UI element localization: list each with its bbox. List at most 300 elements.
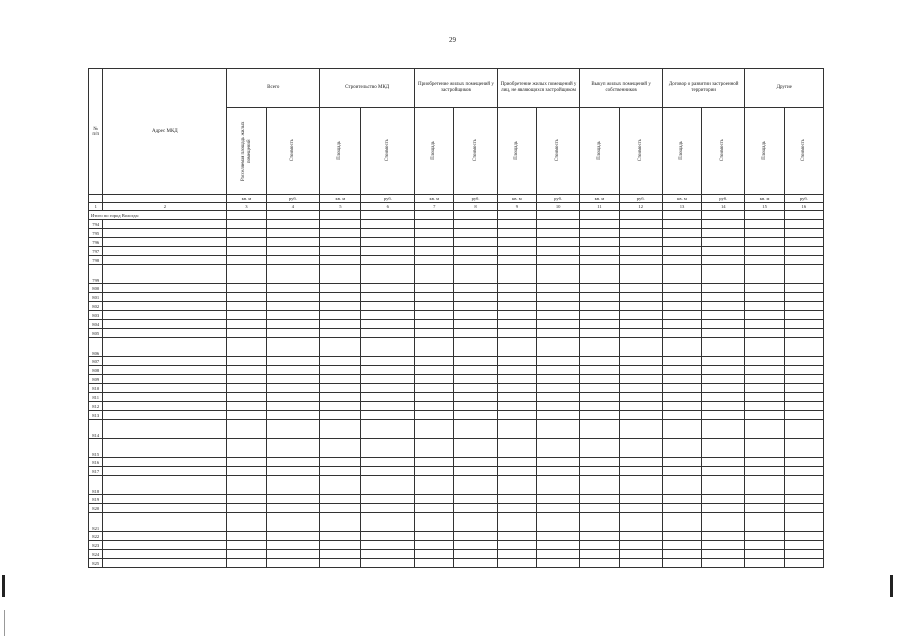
row-value-cell: [580, 320, 619, 329]
row-value-cell: [662, 411, 701, 420]
row-value-cell: [580, 476, 619, 495]
row-value-cell: [497, 420, 536, 439]
row-value-cell: [619, 220, 662, 229]
row-value-cell: [266, 375, 320, 384]
row-number: 795: [89, 229, 103, 238]
column-number: 10: [536, 203, 579, 211]
row-value-cell: [361, 366, 415, 375]
header-address: Адрес МКД: [103, 69, 227, 195]
row-value-cell: [784, 504, 823, 513]
row-value-cell: [619, 513, 662, 532]
row-value-cell: [361, 320, 415, 329]
header-sub: Стоимость: [361, 108, 415, 195]
header-group: Выкуп жилых помещений у собственников: [580, 69, 663, 108]
row-value-cell: [227, 458, 266, 467]
row-number: 822: [89, 532, 103, 541]
row-value-cell: [784, 247, 823, 256]
row-value-cell: [619, 550, 662, 559]
row-value-cell: [745, 504, 784, 513]
unit-cell: кв. м: [320, 195, 361, 203]
row-value-cell: [320, 329, 361, 338]
row-value-cell: [361, 247, 415, 256]
row-value-cell: [536, 559, 579, 568]
row-address: [103, 220, 227, 229]
row-value-cell: [415, 476, 454, 495]
row-value-cell: [454, 284, 497, 293]
row-value-cell: [497, 384, 536, 393]
row-value-cell: [361, 411, 415, 420]
unit-cell: кв. м: [415, 195, 454, 203]
row-value-cell: [227, 476, 266, 495]
row-value-cell: [536, 302, 579, 311]
row-value-cell: [266, 458, 320, 467]
row-value-cell: [320, 411, 361, 420]
row-value-cell: [619, 402, 662, 411]
row-value-cell: [745, 238, 784, 247]
row-value-cell: [415, 293, 454, 302]
row-value-cell: [619, 366, 662, 375]
row-value-cell: [227, 467, 266, 476]
table-row: [89, 366, 824, 375]
row-value-cell: [227, 220, 266, 229]
unit-cell: руб.: [619, 195, 662, 203]
row-value-cell: [662, 439, 701, 458]
row-value-cell: [227, 238, 266, 247]
row-value-cell: [497, 302, 536, 311]
row-number: 800: [89, 284, 103, 293]
row-value-cell: [536, 293, 579, 302]
row-value-cell: [745, 293, 784, 302]
row-value-cell: [227, 495, 266, 504]
row-value-cell: [361, 302, 415, 311]
row-value-cell: [662, 476, 701, 495]
row-value-cell: [454, 467, 497, 476]
header-sub: Стоимость: [454, 108, 497, 195]
row-value-cell: [662, 513, 701, 532]
row-value-cell: [320, 302, 361, 311]
header-group: Договор о развитии застроенной территории: [662, 69, 745, 108]
scan-fold-mark: [2, 575, 5, 597]
row-value-cell: [580, 504, 619, 513]
row-value-cell: [227, 402, 266, 411]
row-value-cell: [266, 541, 320, 550]
header-sub: Площадь: [415, 108, 454, 195]
row-value-cell: [662, 357, 701, 366]
row-value-cell: [536, 366, 579, 375]
row-value-cell: [536, 513, 579, 532]
row-value-cell: [415, 265, 454, 284]
row-value-cell: [580, 311, 619, 320]
row-value-cell: [580, 302, 619, 311]
row-value-cell: [227, 229, 266, 238]
row-address: [103, 420, 227, 439]
row-value-cell: [619, 320, 662, 329]
row-number: 815: [89, 439, 103, 458]
table-row: [89, 550, 824, 559]
row-value-cell: [745, 320, 784, 329]
scan-edge-mark: [4, 610, 13, 636]
row-value-cell: [702, 265, 745, 284]
row-value-cell: [784, 320, 823, 329]
row-value-cell: [497, 375, 536, 384]
row-value-cell: [784, 284, 823, 293]
row-number: 798: [89, 256, 103, 265]
row-value-cell: [227, 559, 266, 568]
row-value-cell: [227, 541, 266, 550]
row-value-cell: [266, 513, 320, 532]
row-value-cell: [580, 393, 619, 402]
row-value-cell: [361, 293, 415, 302]
row-value-cell: [662, 550, 701, 559]
row-value-cell: [454, 402, 497, 411]
row-value-cell: [745, 366, 784, 375]
header-sub: Площадь: [497, 108, 536, 195]
row-value-cell: [745, 375, 784, 384]
row-value-cell: [454, 541, 497, 550]
unit-cell: руб.: [536, 195, 579, 203]
row-value-cell: [702, 357, 745, 366]
row-value-cell: [745, 532, 784, 541]
row-value-cell: [415, 550, 454, 559]
row-value-cell: [361, 532, 415, 541]
row-value-cell: [361, 541, 415, 550]
row-value-cell: [784, 439, 823, 458]
row-value-cell: [619, 302, 662, 311]
row-value-cell: [580, 293, 619, 302]
row-value-cell: [536, 284, 579, 293]
header-sub: Стоимость: [784, 108, 823, 195]
row-value-cell: [320, 311, 361, 320]
row-value-cell: [361, 495, 415, 504]
total-cell: [619, 211, 662, 220]
row-value-cell: [702, 402, 745, 411]
row-value-cell: [454, 293, 497, 302]
column-number: 9: [497, 203, 536, 211]
row-value-cell: [361, 357, 415, 366]
row-value-cell: [361, 375, 415, 384]
row-number: 818: [89, 476, 103, 495]
row-value-cell: [266, 532, 320, 541]
row-value-cell: [497, 532, 536, 541]
row-value-cell: [497, 495, 536, 504]
row-value-cell: [227, 293, 266, 302]
row-value-cell: [580, 247, 619, 256]
row-value-cell: [266, 265, 320, 284]
row-value-cell: [702, 420, 745, 439]
row-number: 799: [89, 265, 103, 284]
row-value-cell: [227, 265, 266, 284]
row-number: 825: [89, 559, 103, 568]
header-sub: Стоимость: [702, 108, 745, 195]
row-value-cell: [662, 467, 701, 476]
row-address: [103, 238, 227, 247]
row-value-cell: [662, 532, 701, 541]
row-number: 807: [89, 357, 103, 366]
row-value-cell: [497, 293, 536, 302]
row-value-cell: [619, 420, 662, 439]
row-value-cell: [619, 495, 662, 504]
row-value-cell: [619, 256, 662, 265]
row-value-cell: [454, 320, 497, 329]
column-number: 12: [619, 203, 662, 211]
row-value-cell: [497, 504, 536, 513]
row-value-cell: [497, 320, 536, 329]
row-value-cell: [662, 238, 701, 247]
header-group: Другие: [745, 69, 824, 108]
row-value-cell: [619, 467, 662, 476]
row-value-cell: [702, 247, 745, 256]
unit-cell: кв. м: [580, 195, 619, 203]
row-value-cell: [227, 411, 266, 420]
table-body: [89, 211, 824, 568]
row-address: [103, 329, 227, 338]
table-row: [89, 247, 824, 256]
table-row: [89, 476, 824, 495]
row-value-cell: [266, 357, 320, 366]
row-value-cell: [497, 411, 536, 420]
total-label: Итого по город Вологда:: [89, 211, 227, 220]
row-value-cell: [702, 229, 745, 238]
header-sub: Площадь: [580, 108, 619, 195]
row-value-cell: [415, 329, 454, 338]
row-value-cell: [454, 559, 497, 568]
row-value-cell: [227, 357, 266, 366]
row-number: 801: [89, 293, 103, 302]
row-value-cell: [361, 550, 415, 559]
row-value-cell: [415, 357, 454, 366]
row-value-cell: [662, 256, 701, 265]
row-value-cell: [702, 559, 745, 568]
row-number: 824: [89, 550, 103, 559]
row-address: [103, 467, 227, 476]
row-value-cell: [662, 495, 701, 504]
row-value-cell: [784, 384, 823, 393]
row-value-cell: [497, 220, 536, 229]
row-value-cell: [227, 311, 266, 320]
row-value-cell: [702, 338, 745, 357]
row-value-cell: [784, 238, 823, 247]
row-value-cell: [454, 329, 497, 338]
row-value-cell: [702, 532, 745, 541]
row-value-cell: [702, 467, 745, 476]
row-value-cell: [227, 375, 266, 384]
header-sub: Стоимость: [536, 108, 579, 195]
row-value-cell: [415, 513, 454, 532]
row-value-cell: [497, 559, 536, 568]
row-value-cell: [266, 393, 320, 402]
row-value-cell: [784, 311, 823, 320]
table-row: [89, 311, 824, 320]
row-value-cell: [702, 458, 745, 467]
row-value-cell: [497, 476, 536, 495]
row-value-cell: [266, 420, 320, 439]
row-value-cell: [454, 366, 497, 375]
row-value-cell: [702, 256, 745, 265]
row-value-cell: [536, 329, 579, 338]
row-value-cell: [497, 229, 536, 238]
row-value-cell: [320, 439, 361, 458]
row-value-cell: [227, 302, 266, 311]
row-value-cell: [320, 541, 361, 550]
column-number: 7: [415, 203, 454, 211]
row-value-cell: [454, 265, 497, 284]
row-value-cell: [320, 357, 361, 366]
column-number: 8: [454, 203, 497, 211]
row-value-cell: [784, 256, 823, 265]
row-value-cell: [415, 256, 454, 265]
table-row: [89, 402, 824, 411]
row-value-cell: [320, 559, 361, 568]
table-row: [89, 329, 824, 338]
column-number: 4: [266, 203, 320, 211]
row-value-cell: [702, 293, 745, 302]
row-value-cell: [415, 504, 454, 513]
row-value-cell: [227, 338, 266, 357]
row-address: [103, 513, 227, 532]
row-number: 812: [89, 402, 103, 411]
header-group-row: [89, 69, 824, 108]
row-value-cell: [454, 411, 497, 420]
row-value-cell: [227, 284, 266, 293]
row-value-cell: [361, 384, 415, 393]
row-value-cell: [361, 256, 415, 265]
table-row: [89, 467, 824, 476]
row-value-cell: [580, 439, 619, 458]
header-group: Приобретение жилых помещений у застройщиков: [415, 69, 498, 108]
row-value-cell: [415, 559, 454, 568]
table-row: [89, 357, 824, 366]
row-value-cell: [580, 495, 619, 504]
row-value-cell: [497, 550, 536, 559]
row-value-cell: [415, 366, 454, 375]
row-value-cell: [702, 320, 745, 329]
row-value-cell: [745, 265, 784, 284]
total-cell: [745, 211, 784, 220]
table-row: [89, 495, 824, 504]
row-value-cell: [497, 329, 536, 338]
row-value-cell: [619, 247, 662, 256]
row-value-cell: [580, 284, 619, 293]
row-value-cell: [320, 467, 361, 476]
row-value-cell: [454, 458, 497, 467]
row-value-cell: [266, 220, 320, 229]
column-number: 16: [784, 203, 823, 211]
row-value-cell: [415, 220, 454, 229]
row-value-cell: [702, 366, 745, 375]
table-row: [89, 420, 824, 439]
row-value-cell: [415, 284, 454, 293]
row-value-cell: [320, 293, 361, 302]
row-value-cell: [536, 375, 579, 384]
row-value-cell: [745, 420, 784, 439]
row-value-cell: [497, 458, 536, 467]
row-value-cell: [784, 229, 823, 238]
row-value-cell: [320, 256, 361, 265]
row-value-cell: [619, 411, 662, 420]
row-value-cell: [536, 504, 579, 513]
row-number: 797: [89, 247, 103, 256]
row-value-cell: [536, 229, 579, 238]
row-value-cell: [662, 384, 701, 393]
row-value-cell: [361, 238, 415, 247]
row-value-cell: [227, 247, 266, 256]
row-value-cell: [619, 293, 662, 302]
table-row: [89, 411, 824, 420]
row-value-cell: [266, 338, 320, 357]
row-value-cell: [580, 458, 619, 467]
row-value-cell: [227, 329, 266, 338]
row-value-cell: [784, 293, 823, 302]
row-value-cell: [745, 229, 784, 238]
row-value-cell: [415, 541, 454, 550]
row-value-cell: [662, 375, 701, 384]
row-value-cell: [619, 311, 662, 320]
row-number: 816: [89, 458, 103, 467]
row-value-cell: [662, 366, 701, 375]
row-value-cell: [361, 420, 415, 439]
row-value-cell: [497, 357, 536, 366]
table-row: [89, 320, 824, 329]
unit-cell: руб.: [454, 195, 497, 203]
row-address: [103, 311, 227, 320]
header-sub: Площадь: [745, 108, 784, 195]
row-number: 817: [89, 467, 103, 476]
total-cell: [536, 211, 579, 220]
row-value-cell: [227, 393, 266, 402]
row-value-cell: [619, 284, 662, 293]
row-number: 805: [89, 329, 103, 338]
row-value-cell: [497, 439, 536, 458]
row-value-cell: [784, 420, 823, 439]
row-value-cell: [702, 550, 745, 559]
row-value-cell: [320, 402, 361, 411]
row-address: [103, 229, 227, 238]
total-cell: [454, 211, 497, 220]
row-value-cell: [497, 311, 536, 320]
row-value-cell: [266, 256, 320, 265]
row-value-cell: [266, 302, 320, 311]
header-sub: Стоимость: [266, 108, 320, 195]
row-value-cell: [784, 476, 823, 495]
row-value-cell: [266, 439, 320, 458]
row-value-cell: [266, 559, 320, 568]
row-value-cell: [580, 411, 619, 420]
header-no: № п/п: [89, 69, 103, 195]
row-value-cell: [784, 541, 823, 550]
table-row: [89, 284, 824, 293]
row-value-cell: [415, 384, 454, 393]
row-value-cell: [361, 504, 415, 513]
row-value-cell: [784, 467, 823, 476]
row-value-cell: [619, 375, 662, 384]
row-value-cell: [227, 550, 266, 559]
table-row: [89, 504, 824, 513]
row-value-cell: [454, 375, 497, 384]
row-value-cell: [320, 532, 361, 541]
row-value-cell: [619, 329, 662, 338]
row-value-cell: [745, 302, 784, 311]
row-value-cell: [536, 393, 579, 402]
row-value-cell: [266, 411, 320, 420]
table-row: [89, 238, 824, 247]
row-value-cell: [227, 513, 266, 532]
row-value-cell: [580, 532, 619, 541]
row-value-cell: [415, 393, 454, 402]
row-value-cell: [702, 504, 745, 513]
row-value-cell: [415, 439, 454, 458]
row-number: 794: [89, 220, 103, 229]
row-value-cell: [619, 338, 662, 357]
